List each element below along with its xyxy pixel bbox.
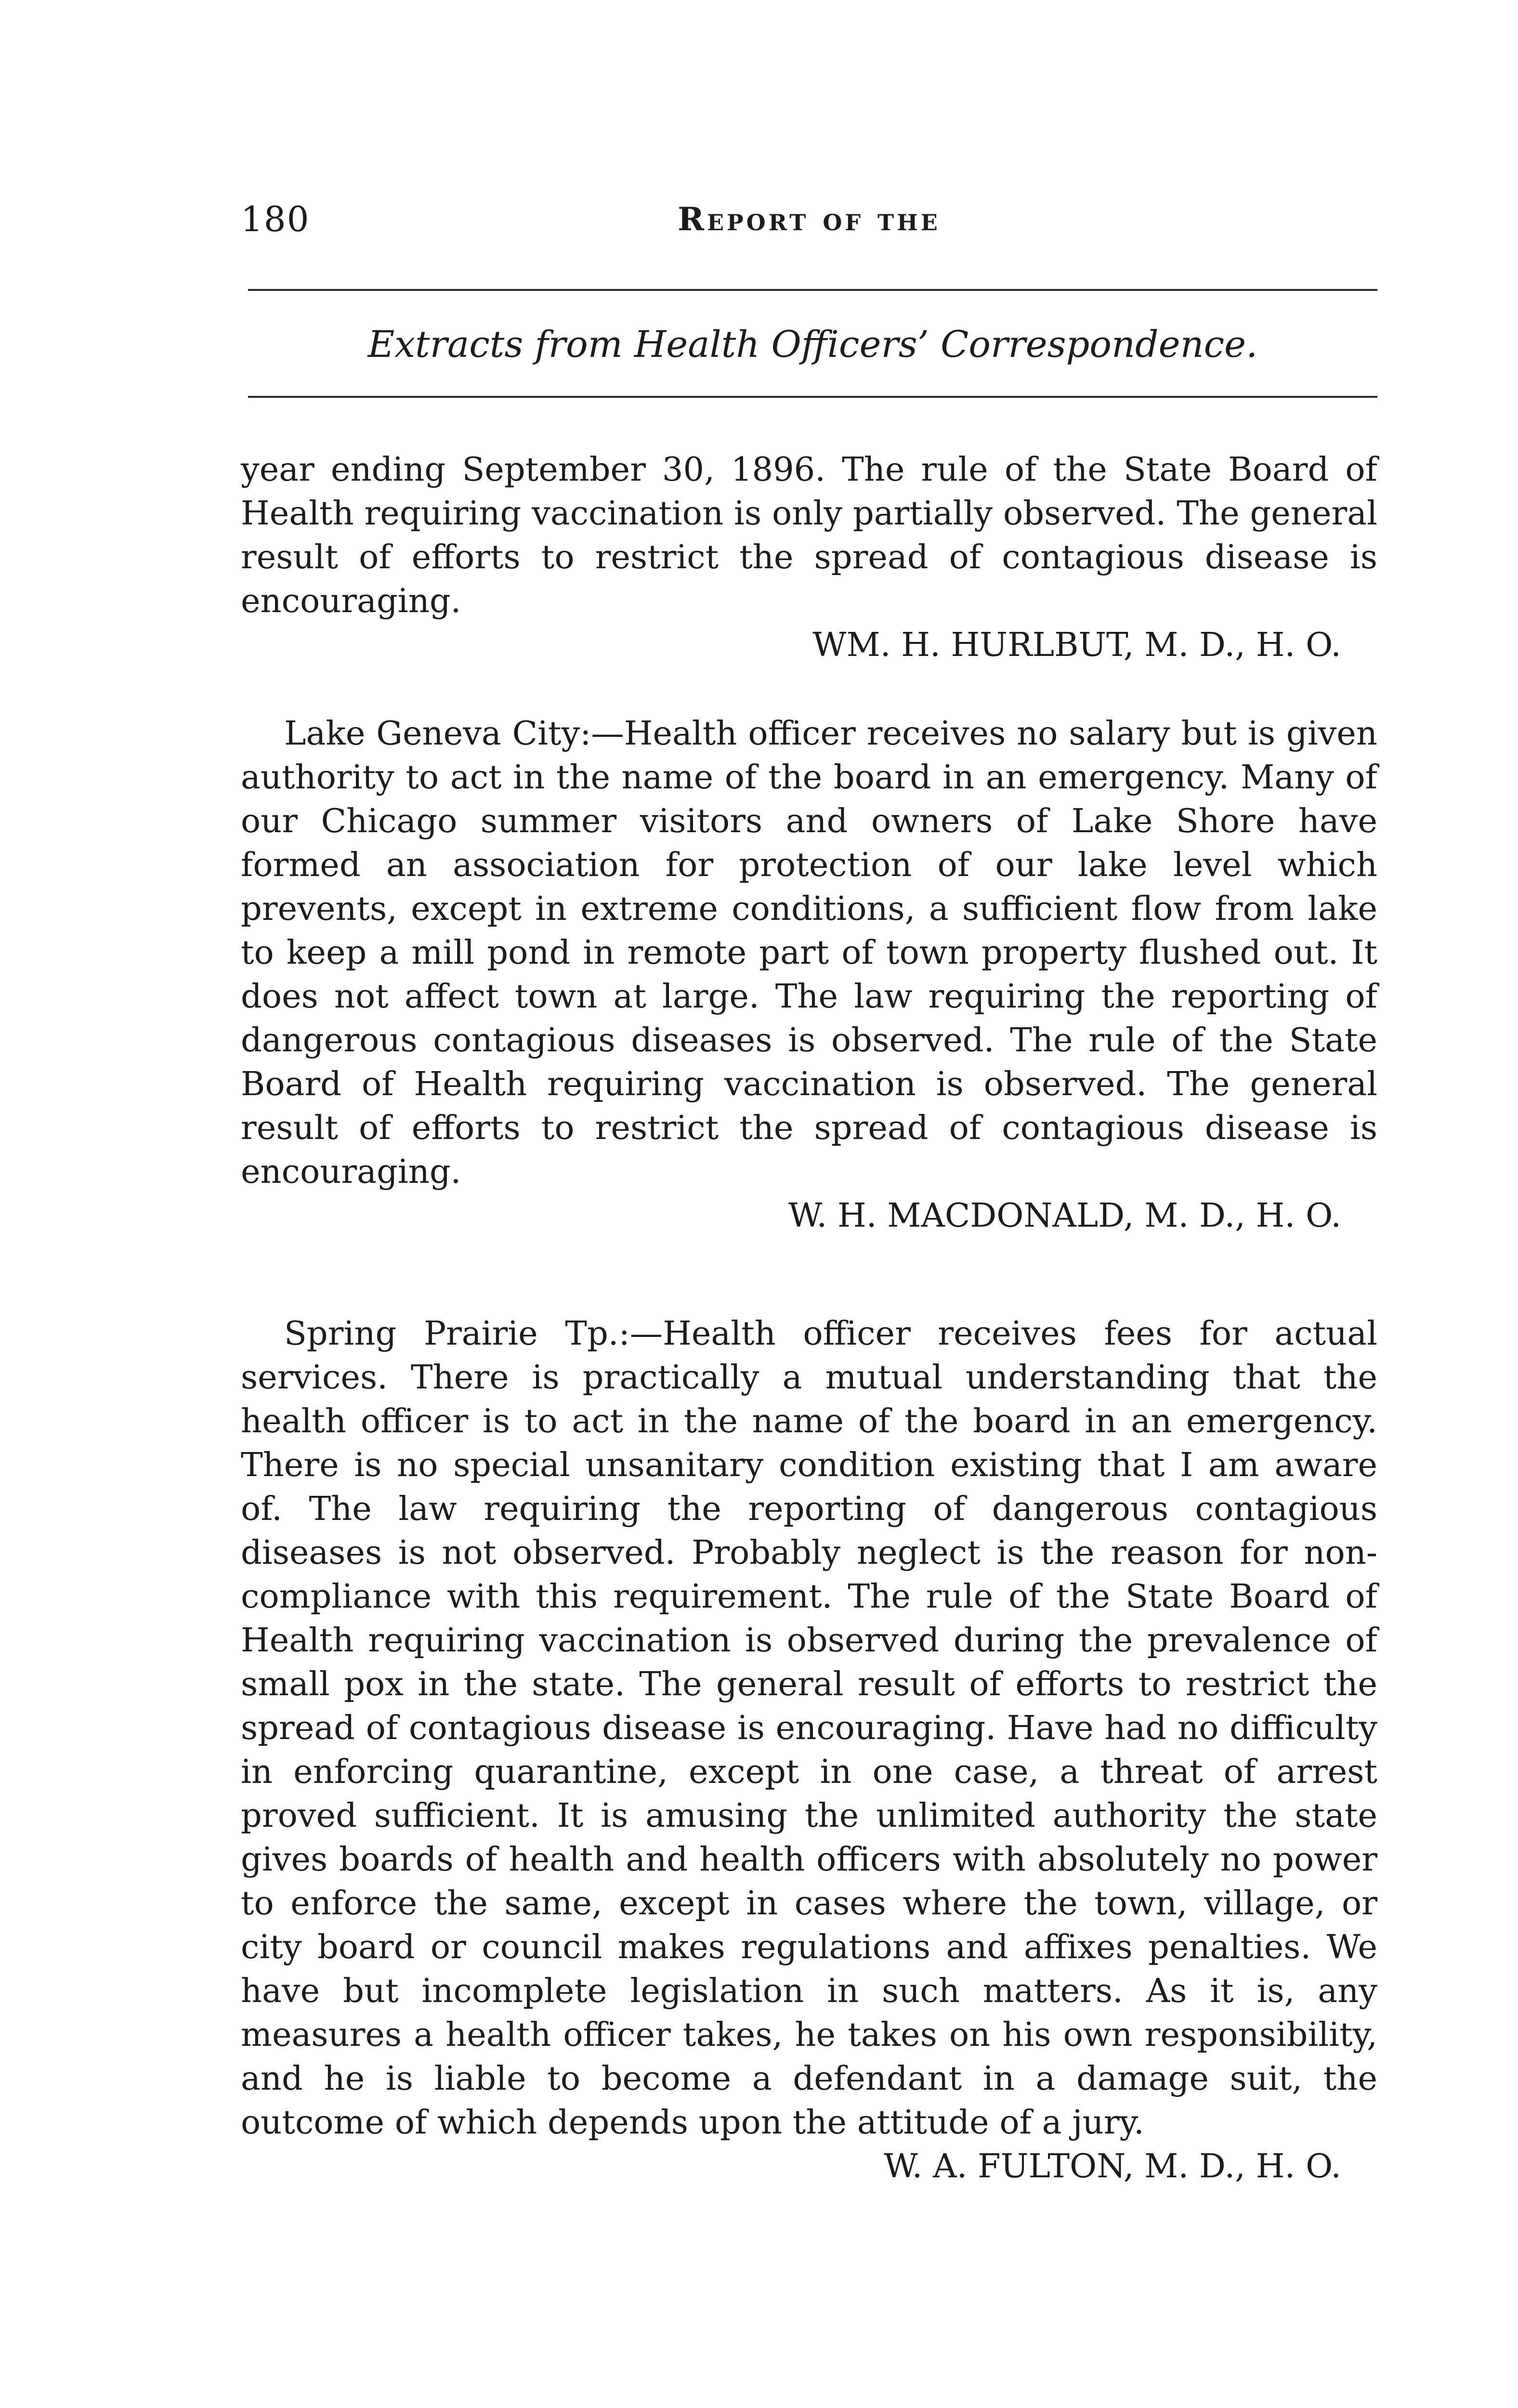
running-title: Report of the <box>678 200 941 238</box>
entry-lake-geneva-city <box>241 712 1377 1238</box>
entry-continued <box>241 448 1377 667</box>
entry-signature: W. A. FULTON, M. D., H. O. <box>884 2147 1341 2186</box>
section-caption: Extracts from Health Officers’ Correspondence. <box>367 323 1258 366</box>
entry-text: year ending September 30, 1896. The rule of the State Board of Health requiring vaccination is only partially observed. The general result of efforts to restrict the spread of contagious disease is encouraging. <box>241 450 1377 620</box>
entry-spring-prairie <box>241 1312 1377 2188</box>
top-divider <box>248 289 1377 291</box>
running-head <box>241 195 1377 248</box>
entry-text: Spring Prairie Tp.:—Health officer receives fees for actual services. There is practically a mutual understanding that the health officer is to act in the name of the board in an emergency. There is no special unsanitary condition existing that I am aware of. The law requiring the reporting of dangerous contagious diseases is not observed. Probably neglect is the reason for non-compliance with this requirement. The rule of the State Board of Health requiring vaccination is observed during the prevalence of small pox in the state. The general result of efforts to restrict the spread of contagious disease is encouraging. Have had no difficulty in enforcing quarantine, except in one case, a threat of arrest proved sufficient. It is amusing the unlimited authority the state gives boards of health and health officers with absolutely no power to enforce the same, except in cases where the town, village, or city board or council makes regulations and affixes penalties. We have but incomplete legislation in such matters. As it is, any measures a health officer takes, he takes on his own responsibility, and he is liable to become a defendant in a damage suit, the outcome of which depends upon the attitude of a jury. <box>241 1314 1377 2142</box>
entry-signature: WM. H. HURLBUT, M. D., H. O. <box>812 626 1341 664</box>
entry-text: Lake Geneva City:—Health officer receives no salary but is given authority to act in the name of the board in an emergency. Many of our Chicago summer visitors and owners of Lake Shore have formed an association for protection of our lake level which prevents, except in extreme conditions, a sufficient flow from lake to keep a mill pond in remote part of town property flushed out. It does not affect town at large. The law requiring the reporting of dangerous contagious diseases is observed. The rule of the State Board of Health requiring vaccination is observed. The general result of efforts to restrict the spread of contagious disease is encouraging. <box>241 714 1377 1191</box>
bottom-divider <box>248 396 1377 398</box>
page-number: 180 <box>241 199 310 239</box>
entry-signature: W. H. MACDONALD, M. D., H. O. <box>788 1196 1341 1235</box>
